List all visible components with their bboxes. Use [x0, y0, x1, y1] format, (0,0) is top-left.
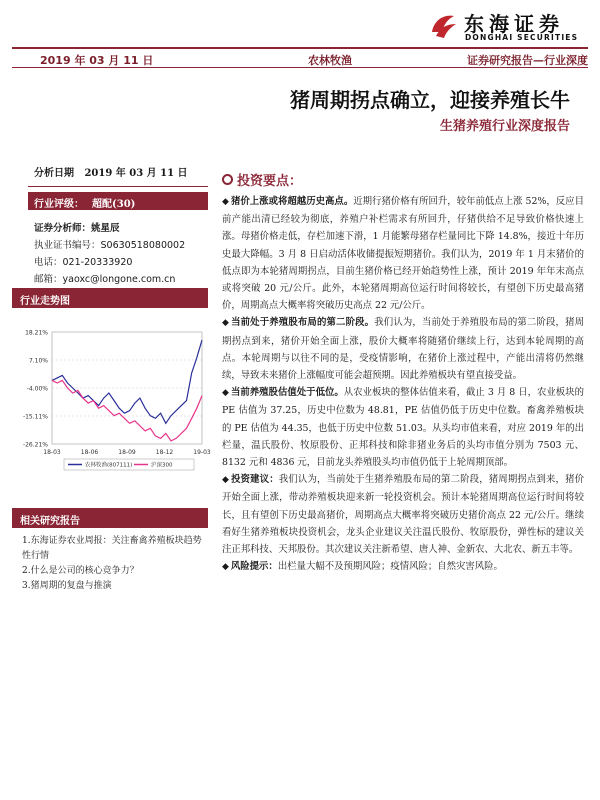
chart-section-title: 行业走势图 [12, 288, 208, 308]
report-subtitle: 生猪养殖行业深度报告 [439, 119, 570, 134]
highlight-text: 出栏量大幅不及预期风险；疫情风险；自然灾害风险。 [277, 561, 503, 573]
analyst-name: 姚星辰 [91, 223, 120, 234]
x-tick-label: 18-06 [80, 449, 99, 456]
highlight-key: 投资建议： [231, 474, 279, 486]
y-tick-label: -15.11% [22, 413, 48, 421]
y-tick-label: 18.21% [25, 329, 48, 337]
x-tick-label: 18-12 [155, 449, 174, 456]
diamond-bullet-icon: ◆ [222, 197, 229, 207]
industry-trend-chart [12, 326, 211, 490]
analyst-info [28, 220, 208, 288]
highlight-key: 当前养殖股估值处于低位。 [230, 387, 344, 399]
license-label: 执业证书编号： [34, 240, 101, 251]
license-row [34, 237, 208, 254]
header-bar [12, 47, 588, 68]
diamond-bullet-icon: ◆ [222, 475, 230, 486]
sidebar-info [28, 164, 208, 288]
circle-bullet-icon [222, 174, 233, 185]
related-report-item[interactable]: 2.什么是公司的核心竞争力？ [22, 566, 139, 576]
highlight-text: 从农业板块的整体估值来看，截止 3 月 8 日，农业板块的 PE 估值为 37.25，历史中位数为 48.81，PE 估值仍低于历史中位数。畜禽养殖板块的 PE 估值为 44.35，也低于历史中位数 51.03。从头均市值来看，对应 2019 年的出栏量，温氏股份、牧原股份、正邦科技和除非猪业务后的头均市值分别为 7503 元、8132 元和 4836 元，目前龙头养殖股头均市值仍低于上轮周期顶部。 [222, 387, 584, 469]
related-reports-list [22, 534, 208, 594]
x-tick-label: 18-09 [118, 449, 136, 456]
phone-row [34, 254, 208, 271]
reports-section-title: 相关研究报告 [12, 508, 208, 528]
highlight-key: 猪价上涨或将超越历史高点。 [230, 196, 354, 207]
chart-frame [52, 332, 202, 444]
diamond-bullet-icon: ◆ [222, 562, 229, 573]
investment-heading-text: 投资要点： [237, 174, 303, 189]
legend-label: 农林牧渔(807111) [85, 462, 133, 469]
diamond-bullet-icon: ◆ [222, 388, 229, 399]
x-tick-label: 18-03 [43, 449, 61, 456]
analyst-label: 证券分析师： [34, 223, 92, 234]
related-report-item[interactable]: 3.猪周期的复盘与推演 [22, 581, 112, 591]
email-row [34, 271, 208, 288]
legend-label: 沪深300 [151, 462, 173, 469]
diamond-bullet-icon: ◆ [222, 318, 230, 329]
brand-logo [428, 8, 588, 44]
investment-heading [222, 170, 584, 189]
highlight-paragraph [222, 558, 584, 576]
highlight-paragraph [222, 384, 584, 471]
email-label: 邮箱： [34, 274, 63, 285]
series-line [52, 340, 202, 423]
highlight-key: 风险提示： [230, 561, 278, 573]
analysis-date [28, 164, 208, 187]
industry-rating [28, 192, 208, 210]
investment-highlights [222, 170, 584, 576]
report-title: 猪周期拐点确立，迎接养殖长牛 [290, 88, 570, 112]
phone-value: 021-20333920 [62, 257, 133, 268]
rating-value: 超配(30) [92, 199, 136, 210]
analysis-date-value: 2019 年 03 月 11 日 [84, 168, 188, 179]
brand-name-cn: 东海证券 [464, 12, 564, 36]
report-date: 2019 年 03 月 11 日 [40, 54, 154, 67]
trend-chart-svg [12, 326, 211, 490]
rating-label: 行业评级： [34, 199, 84, 210]
highlight-key: 当前处于养殖股布局的第二阶段。 [231, 317, 375, 329]
highlight-text: 我们认为，当前处于养殖股布局的第二阶段，猪周期拐点到来，猪价开始全面上涨，股价大概率将随猪价继续上行，达到本轮周期的高点。本轮周期与以往不同的是，受疫情影响，在猪价上涨过程中，产能出清将仍然继续，导致未来猪价上涨幅度可能会超预期。因此养殖板块有望直接受益。 [222, 317, 584, 382]
brand-name-en: DONGHAI SECURITIES [465, 33, 579, 42]
analyst-row [34, 220, 208, 237]
license-value: S0630518080002 [100, 240, 186, 251]
y-tick-label: -4.00% [26, 385, 48, 393]
x-tick-label: 19-03 [193, 449, 211, 456]
highlight-paragraph [222, 471, 584, 558]
highlight-text: 近期行猪价格有所回升，较年前低点上涨 52%，反应目前产能出清已经较为彻底，养殖户补栏需求有所回升，仔猪供给不足导致价格快速上涨。母猪价格走低，存栏加速下滑，1 月能繁母猪存栏量同比下降 14.8%，接近十年历史最大降幅。3 月 8 日启动活体收储提振短期猪价。我们认为，2019 年 1 月末猪价的低点即为本轮猪周期拐点，目前生猪价格已经开始趋势性上涨，预计 2019 年年末高点或将突破 20 元/公斤。此外，本轮猪周期高位运行时间将较长，有望创下历史最高猪价，周期高点大概率将突破历史高点 22 元/公斤。 [222, 196, 584, 312]
email-link[interactable]: yaoxc@longone.com.cn [62, 274, 176, 285]
related-report-item[interactable]: 1.东海证券农业周报：关注畜禽养殖板块趋势性行情 [22, 536, 202, 561]
y-tick-label: -26.21% [22, 441, 48, 449]
highlight-paragraph [222, 314, 584, 384]
brand-emblem-icon [428, 10, 458, 40]
y-tick-label: 7.10% [28, 357, 48, 365]
analysis-date-label: 分析日期 [34, 168, 74, 179]
report-type: 证券研究报告—行业深度 [467, 54, 588, 67]
highlight-paragraph [222, 193, 584, 314]
highlight-text: 我们认为，当前处于生猪养殖股布局的第二阶段，猪周期拐点到来，猪价开始全面上涨，带动养殖板块迎来新一轮投资机会。预计本轮猪周期高位运行时间将较长，且有望创下历史最高猪价，周期高点大概率将突破历史猪价高点 22 元/公斤。继续看好生猪养殖板块投资机会，龙头企业建议关注温氏股份、牧原股份，弹性标的建议关注正邦科技、天邦股份。其次建议关注新希望、唐人神、金新农、大北农、新五丰等。 [222, 474, 584, 556]
phone-label: 电话： [34, 257, 63, 268]
report-sector: 农林牧渔 [308, 54, 352, 67]
